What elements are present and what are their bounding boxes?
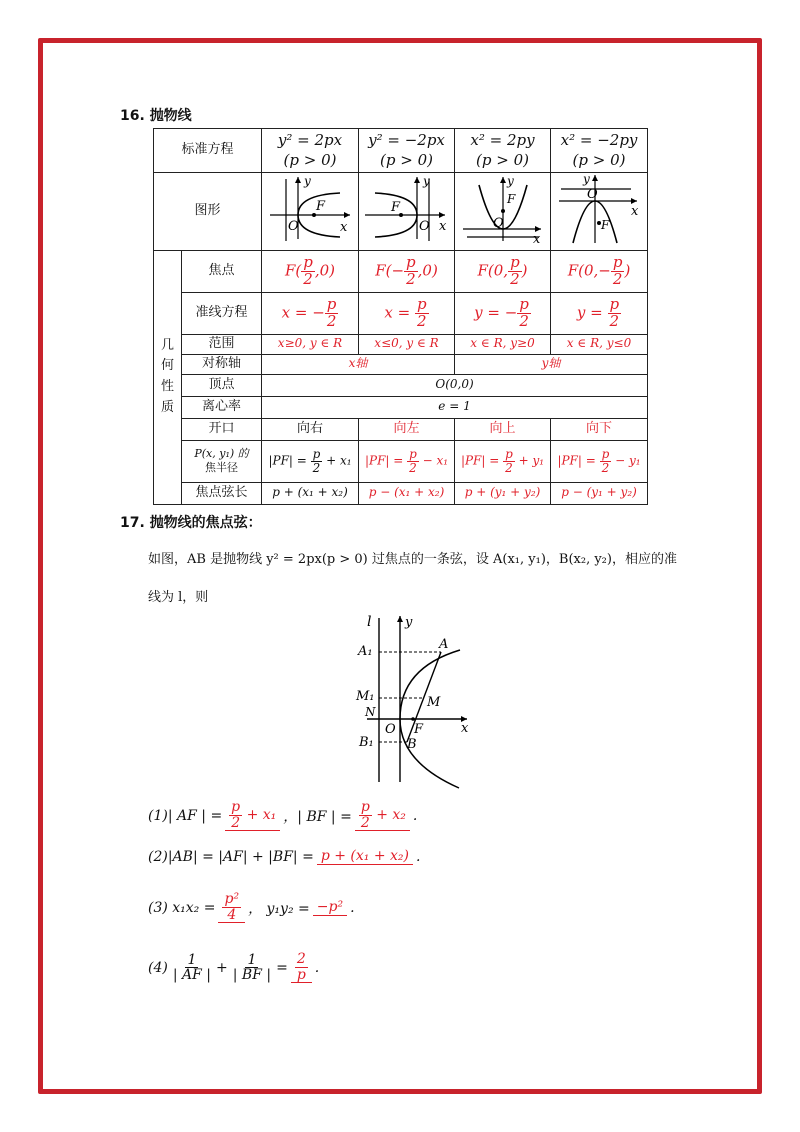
section-17-heading: 17. 抛物线的焦点弦： [120,515,262,531]
item-4: (4) $\frac{1}{| AF |}$ + $\frac{1}{| BF |}$ = $\frac{2}{p}$ . [148,951,320,984]
row-focal-chord [154,482,648,504]
svg-text:x: x [631,204,639,219]
radius-cell: |PF| = $\frac{p}{2}$ − x₁ [359,440,455,482]
section-16-heading: 16. 抛物线 [120,108,192,124]
graph-left-svg [361,173,453,245]
row-focus [154,250,648,292]
label-focus: 焦点 [182,250,262,292]
graph-up-svg [457,173,549,245]
focus-cell: F(0, $\frac{p}{2}$ ) [455,250,551,292]
item-3: (3) x₁x₂ = $\frac{\text{p²}}{4}$ ， y₁y₂ = −p² . [148,891,355,923]
label-focal-chord: 焦点弦长 [182,482,262,504]
radius-cell: |PF| = $\frac{p}{2}$ + x₁ [262,440,359,482]
svg-text:F: F [414,722,424,737]
row-graph [154,173,648,251]
svg-text:F: F [390,200,400,215]
svg-text:N: N [365,705,376,719]
graph-right [262,173,359,251]
row-focal-radius [154,440,648,482]
item-2: (2)|AB| = |AF| + |BF| = p + (x₁ + x₂) . [148,848,421,865]
svg-text:B₁: B₁ [359,735,374,750]
graph-left [359,173,455,251]
label-geometric-properties: 几 何 性 质 [154,250,182,504]
focal-chord-figure [355,612,480,790]
label-graph: 图形 [154,173,262,251]
vertex-cell: O(0,0) [262,374,648,396]
opening-cell: 向下 [551,418,648,440]
svg-text:x: x [340,220,348,235]
row-range [154,334,648,354]
svg-text:O: O [288,219,299,234]
range-cell: x ∈ R, y≥0 [455,334,551,354]
focus-cell: F(− $\frac{p}{2}$ ,0) [359,250,455,292]
svg-text:B: B [407,737,417,752]
focus-cell: F( $\frac{p}{2}$ ,0) [262,250,359,292]
intro-line-2: 线为 l，则 [148,590,209,605]
graph-up [455,173,551,251]
item-1: (1)| AF | = $\frac{p}{2}$ + x₁ ，| BF | = $\frac{p}{2}$ + x₂ . [148,799,418,831]
directrix-cell: y = $\frac{p}{2}$ [551,292,648,334]
focus-cell: F(0,− $\frac{p}{2}$ ) [551,250,648,292]
label-focal-radius: P(x, y₁) 的 焦半径 [182,440,262,482]
svg-text:O: O [418,219,430,234]
svg-text:O: O [492,216,504,231]
svg-text:O: O [587,187,598,202]
opening-cell: 向右 [262,418,359,440]
svg-text:M: M [427,695,441,710]
label-directrix: 准线方程 [182,292,262,334]
svg-text:F: F [506,192,515,206]
eq-cell: y² = 2px (p > 0) [262,129,359,173]
chord-cell: p − (x₁ + x₂) [359,482,455,504]
opening-cell: 向左 [359,418,455,440]
svg-text:A₁: A₁ [358,644,373,659]
label-axis: 对称轴 [182,354,262,374]
row-opening [154,418,648,440]
row-eccentricity [154,396,648,418]
svg-text:y: y [304,174,311,188]
svg-text:F: F [601,218,610,232]
directrix-cell: x = $\frac{p}{2}$ [359,292,455,334]
eccentricity-cell: e = 1 [262,396,648,418]
svg-text:x: x [532,232,540,245]
row-standard-equation [154,129,648,173]
eq-cell: x² = −2py (p > 0) [551,129,648,173]
range-cell: x ∈ R, y≤0 [551,334,648,354]
eq-cell: y² = −2px (p > 0) [359,129,455,173]
radius-cell: |PF| = $\frac{p}{2}$ + y₁ [455,440,551,482]
range-cell: x≥0, y ∈ R [262,334,359,354]
svg-text:O: O [385,722,396,737]
label-opening: 开口 [182,418,262,440]
row-directrix [154,292,648,334]
range-cell: x≤0, y ∈ R [359,334,455,354]
svg-text:x: x [461,721,469,736]
svg-text:A: A [439,637,449,652]
svg-text:y: y [583,173,590,186]
graph-right-svg [264,173,356,245]
graph-down-svg [553,173,645,245]
label-range: 范围 [182,334,262,354]
row-vertex [154,374,648,396]
axis-y-cell: y轴 [455,354,648,374]
opening-cell: 向上 [455,418,551,440]
row-axis [154,354,648,374]
eq-cell: x² = 2py (p > 0) [455,129,551,173]
chord-cell: p + (x₁ + x₂) [262,482,359,504]
label-eccentricity: 离心率 [182,396,262,418]
svg-text:y: y [422,174,430,188]
svg-text:M₁: M₁ [356,689,375,704]
directrix-cell: x = − $\frac{p}{2}$ [262,292,359,334]
intro-line-1: 如图，AB 是抛物线 y² = 2px(p > 0) 过焦点的一条弦，设 A(x₁, y₁)，B(x₂, y₂)，相应的准 [148,552,677,567]
axis-x-cell: x轴 [262,354,455,374]
label-std: 标准方程 [154,129,262,173]
radius-cell: |PF| = $\frac{p}{2}$ − y₁ [551,440,648,482]
svg-text:x: x [438,219,446,234]
svg-text:y: y [506,174,514,188]
svg-text:F: F [316,199,326,214]
graph-down [551,173,648,251]
chord-cell: p + (y₁ + y₂) [455,482,551,504]
svg-text:y: y [405,615,413,630]
directrix-cell: y = − $\frac{p}{2}$ [455,292,551,334]
parabola-table [153,128,648,505]
chord-cell: p − (y₁ + y₂) [551,482,648,504]
svg-text:l: l [367,614,372,630]
label-vertex: 顶点 [182,374,262,396]
